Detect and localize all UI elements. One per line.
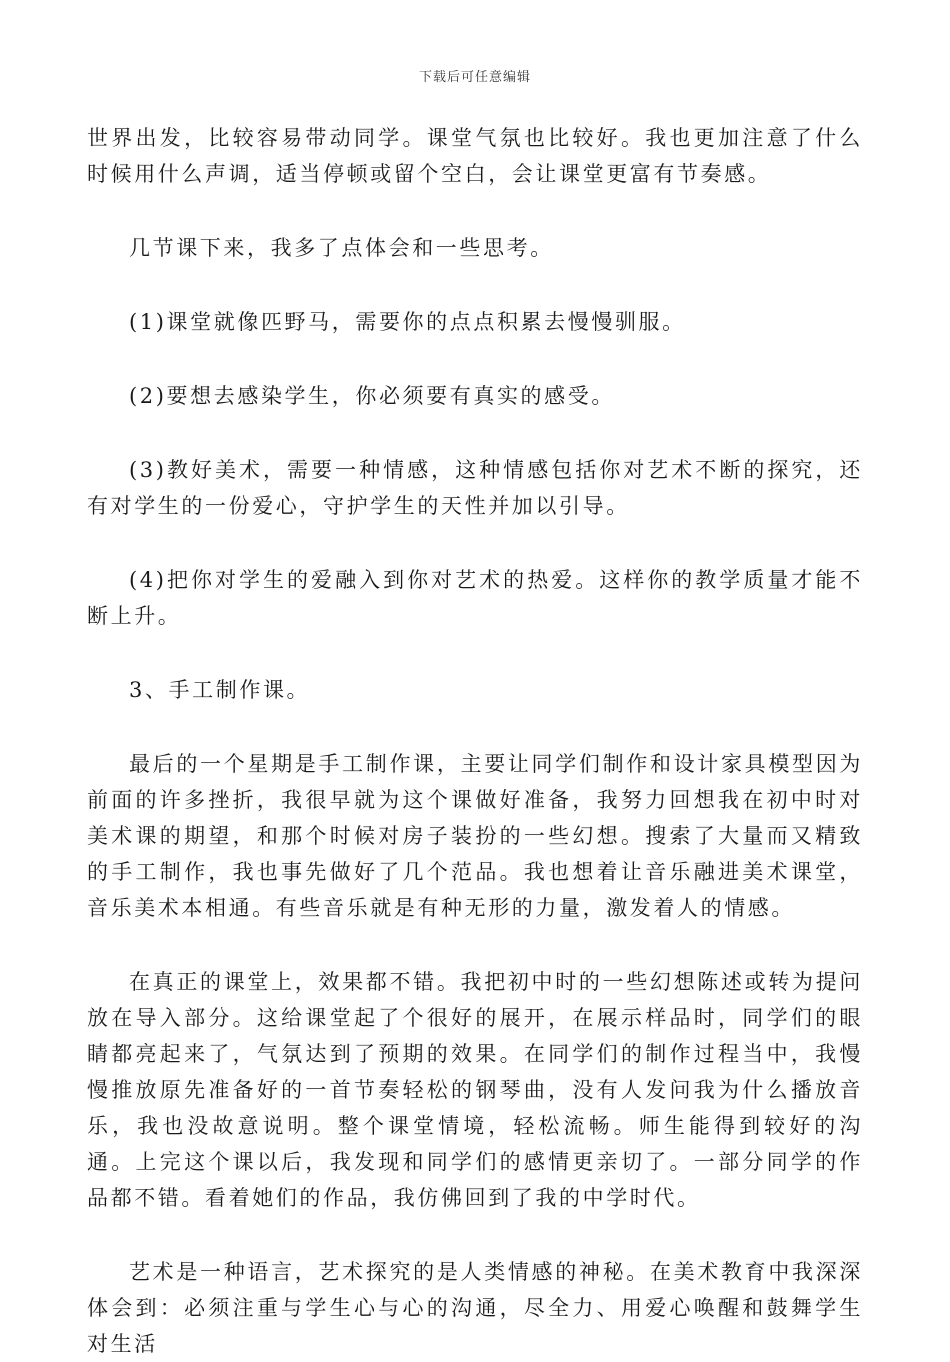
paragraph-classroom-effect: 在真正的课堂上，效果都不错。我把初中时的一些幻想陈述或转为提问放在导入部分。这给课堂起了个很好的展开，在展示样品时，同学们的眼睛都亮起来了，气氛达到了预期的效果。在同学们的制作过程当中，我慢慢推放原先准备好的一首节奏轻松的钢琴曲，没有人发问我为什么播放音乐，我也没故意说明。整个课堂情境，轻松流畅。师生能得到较好的沟通。上完这个课以后，我发现和同学们的感情更亲切了。一部分同学的作品都不错。看着她们的作品，我仿佛回到了我的中学时代。 — [87, 970, 863, 1210]
paragraph-art-language: 艺术是一种语言，艺术探究的是人类情感的神秘。在美术教育中我深深体会到：必须注重与学生心与心的沟通，尽全力、用爱心唤醒和鼓舞学生对生活 — [87, 1260, 863, 1356]
list-item-2: (2)要想去感染学生，你必须要有真实的感受。 — [129, 384, 615, 408]
section-heading-handcraft: 3、手工制作课。 — [129, 678, 311, 702]
page-header: 下载后可任意编辑 — [418, 70, 531, 85]
list-item-3: (3)教好美术，需要一种情感，这种情感包括你对艺术不断的探究，还有对学生的一份爱心，守护学生的天性并加以引导。 — [87, 458, 863, 518]
paragraph-continuation: 世界出发，比较容易带动同学。课堂气氛也比较好。我也更加注意了什么时候用什么声调，适当停顿或留个空白，会让课堂更富有节奏感。 — [87, 126, 863, 186]
list-item-1: (1)课堂就像匹野马，需要你的点点积累去慢慢驯服。 — [129, 310, 686, 334]
paragraph-handcraft-preparation: 最后的一个星期是手工制作课，主要让同学们制作和设计家具模型因为前面的许多挫折，我很早就为这个课做好准备，我努力回想我在初中时对美术课的期望，和那个时候对房子装扮的一些幻想。搜索了大量而又精致的手工制作，我也事先做好了几个范品。我也想着让音乐融进美术课堂，音乐美术本相通。有些音乐就是有种无形的力量，激发着人的情感。 — [87, 752, 863, 920]
paragraph-reflection-intro: 几节课下来，我多了点体会和一些思考。 — [129, 236, 554, 260]
list-item-4: (4)把你对学生的爱融入到你对艺术的热爱。这样你的教学质量才能不断上升。 — [87, 568, 863, 628]
document-body — [87, 120, 863, 1362]
